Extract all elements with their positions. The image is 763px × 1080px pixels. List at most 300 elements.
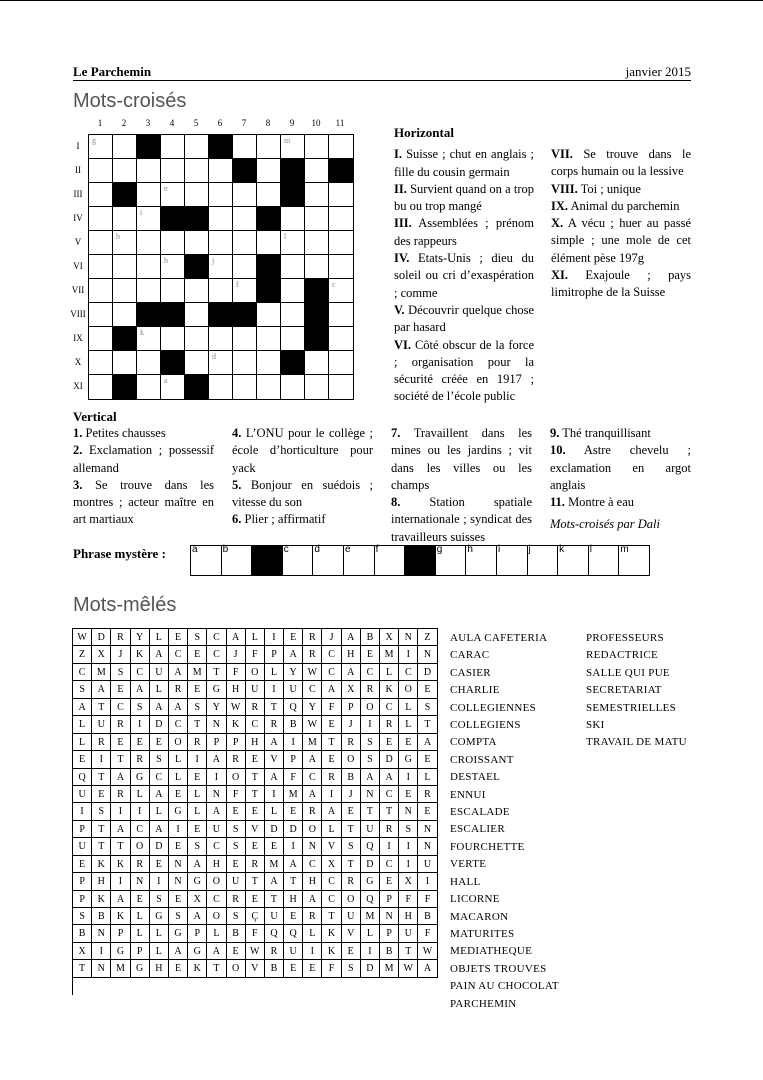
wordsearch-cell[interactable]: O [227, 769, 246, 786]
wordsearch-cell[interactable]: L [188, 786, 207, 803]
grid-cell[interactable] [113, 279, 137, 303]
grid-cell[interactable] [89, 135, 113, 159]
wordsearch-cell[interactable]: N [380, 908, 399, 925]
wordsearch-cell[interactable]: C [322, 873, 341, 890]
wordsearch-cell[interactable]: G [169, 803, 188, 820]
wordsearch-cell[interactable]: R [380, 716, 399, 733]
wordsearch-cell[interactable]: N [303, 838, 322, 855]
wordsearch-cell[interactable]: E [342, 943, 361, 960]
wordsearch-cell[interactable]: A [303, 891, 322, 908]
wordsearch-cell[interactable]: E [111, 734, 130, 751]
wordsearch-cell[interactable]: R [303, 803, 322, 820]
wordsearch-cell[interactable]: K [188, 960, 207, 977]
wordsearch-cell[interactable]: E [265, 838, 284, 855]
wordsearch-cell[interactable]: I [418, 873, 437, 890]
wordsearch-cell[interactable]: S [418, 699, 437, 716]
grid-cell[interactable] [281, 135, 305, 159]
wordsearch-cell[interactable]: S [188, 699, 207, 716]
wordsearch-cell[interactable]: L [73, 716, 92, 733]
wordsearch-cell[interactable]: J [342, 716, 361, 733]
grid-cell[interactable] [89, 327, 113, 351]
grid-cell[interactable] [305, 375, 329, 399]
wordsearch-cell[interactable]: B [361, 629, 380, 646]
wordsearch-cell[interactable]: Z [418, 629, 437, 646]
wordsearch-cell[interactable]: Q [73, 769, 92, 786]
wordsearch-cell[interactable]: I [73, 803, 92, 820]
wordsearch-cell[interactable]: B [284, 716, 303, 733]
wordsearch-cell[interactable]: I [265, 629, 284, 646]
wordsearch-cell[interactable]: S [361, 751, 380, 768]
grid-cell[interactable] [305, 255, 329, 279]
grid-cell[interactable] [281, 303, 305, 327]
wordsearch-cell[interactable]: O [246, 664, 265, 681]
wordsearch-cell[interactable]: I [361, 716, 380, 733]
grid-cell[interactable] [113, 231, 137, 255]
wordsearch-cell[interactable]: R [265, 943, 284, 960]
wordsearch-cell[interactable]: X [322, 856, 341, 873]
wordsearch-cell[interactable]: L [150, 629, 169, 646]
wordsearch-cell[interactable]: N [418, 838, 437, 855]
grid-cell[interactable] [329, 303, 353, 327]
wordsearch-cell[interactable]: C [111, 699, 130, 716]
grid-cell[interactable] [209, 351, 233, 375]
wordsearch-cell[interactable]: L [246, 629, 265, 646]
wordsearch-cell[interactable]: A [227, 629, 246, 646]
wordsearch-cell[interactable]: H [150, 960, 169, 977]
grid-cell[interactable] [329, 327, 353, 351]
wordsearch-cell[interactable]: H [227, 681, 246, 698]
grid-cell[interactable] [329, 135, 353, 159]
wordsearch-cell[interactable]: E [73, 751, 92, 768]
wordsearch-cell[interactable]: X [380, 629, 399, 646]
grid-cell[interactable] [233, 135, 257, 159]
wordsearch-cell[interactable]: E [169, 629, 188, 646]
wordsearch-cell[interactable]: E [246, 751, 265, 768]
wordsearch-cell[interactable]: Y [131, 629, 150, 646]
wordsearch-cell[interactable]: M [92, 664, 111, 681]
wordsearch-cell[interactable]: A [418, 960, 437, 977]
wordsearch-cell[interactable]: C [361, 664, 380, 681]
wordsearch-cell[interactable]: C [322, 664, 341, 681]
grid-cell[interactable] [233, 255, 257, 279]
wordsearch-cell[interactable]: B [265, 960, 284, 977]
wordsearch-cell[interactable]: N [399, 629, 418, 646]
wordsearch-cell[interactable]: K [111, 856, 130, 873]
wordsearch-cell[interactable]: E [169, 786, 188, 803]
wordsearch-cell[interactable]: E [246, 838, 265, 855]
wordsearch-cell[interactable]: H [303, 873, 322, 890]
wordsearch-cell[interactable]: K [227, 716, 246, 733]
wordsearch-cell[interactable]: R [361, 681, 380, 698]
wordsearch-cell[interactable]: N [169, 856, 188, 873]
wordsearch-cell[interactable]: R [111, 716, 130, 733]
wordsearch-cell[interactable]: Q [265, 925, 284, 942]
wordsearch-cell[interactable]: C [169, 716, 188, 733]
wordsearch-cell[interactable]: T [361, 803, 380, 820]
wordsearch-cell[interactable]: L [150, 943, 169, 960]
wordsearch-cell[interactable]: R [246, 856, 265, 873]
wordsearch-cell[interactable]: C [246, 716, 265, 733]
phrase-box[interactable] [497, 546, 528, 576]
wordsearch-cell[interactable]: R [303, 646, 322, 663]
grid-cell[interactable] [257, 231, 281, 255]
wordsearch-cell[interactable]: C [399, 664, 418, 681]
wordsearch-cell[interactable]: T [322, 734, 341, 751]
grid-cell[interactable] [305, 207, 329, 231]
wordsearch-cell[interactable]: E [399, 786, 418, 803]
wordsearch-cell[interactable]: H [284, 891, 303, 908]
wordsearch-cell[interactable]: A [207, 751, 226, 768]
wordsearch-cell[interactable]: A [322, 681, 341, 698]
wordsearch-cell[interactable]: C [322, 646, 341, 663]
wordsearch-cell[interactable]: E [342, 803, 361, 820]
phrase-box[interactable] [344, 546, 375, 576]
grid-cell[interactable] [257, 375, 281, 399]
wordsearch-cell[interactable]: I [131, 716, 150, 733]
wordsearch-cell[interactable]: K [92, 856, 111, 873]
wordsearch-cell[interactable]: I [188, 751, 207, 768]
wordsearch-cell[interactable]: O [207, 908, 226, 925]
wordsearch-cell[interactable]: I [169, 821, 188, 838]
wordsearch-cell[interactable]: B [227, 925, 246, 942]
wordsearch-cell[interactable]: A [150, 821, 169, 838]
wordsearch-cell[interactable]: S [150, 751, 169, 768]
wordsearch-cell[interactable]: E [73, 856, 92, 873]
wordsearch-cell[interactable]: I [92, 943, 111, 960]
wordsearch-cell[interactable]: I [361, 943, 380, 960]
phrase-box[interactable] [466, 546, 497, 576]
wordsearch-cell[interactable]: S [111, 664, 130, 681]
wordsearch-cell[interactable]: O [169, 734, 188, 751]
wordsearch-cell[interactable]: R [303, 908, 322, 925]
wordsearch-cell[interactable]: H [92, 873, 111, 890]
wordsearch-cell[interactable]: D [265, 821, 284, 838]
grid-cell[interactable] [185, 351, 209, 375]
wordsearch-cell[interactable]: I [92, 751, 111, 768]
wordsearch-cell[interactable]: L [322, 821, 341, 838]
wordsearch-cell[interactable]: L [169, 769, 188, 786]
grid-cell[interactable] [233, 231, 257, 255]
wordsearch-cell[interactable]: A [342, 629, 361, 646]
wordsearch-cell[interactable]: V [265, 751, 284, 768]
wordsearch-cell[interactable]: S [342, 960, 361, 977]
grid-cell[interactable] [89, 375, 113, 399]
wordsearch-cell[interactable]: E [399, 734, 418, 751]
wordsearch-cell[interactable]: A [342, 664, 361, 681]
grid-cell[interactable] [209, 159, 233, 183]
wordsearch-cell[interactable]: R [322, 769, 341, 786]
wordsearch-cell[interactable]: F [227, 664, 246, 681]
wordsearch-cell[interactable]: A [169, 943, 188, 960]
grid-cell[interactable] [257, 159, 281, 183]
wordsearch-cell[interactable]: T [207, 664, 226, 681]
wordsearch-cell[interactable]: Z [73, 646, 92, 663]
wordsearch-cell[interactable]: O [361, 699, 380, 716]
wordsearch-cell[interactable]: A [322, 803, 341, 820]
wordsearch-cell[interactable]: T [111, 838, 130, 855]
wordsearch-cell[interactable]: U [361, 821, 380, 838]
wordsearch-cell[interactable]: E [418, 681, 437, 698]
wordsearch-cell[interactable]: C [207, 891, 226, 908]
grid-cell[interactable] [257, 351, 281, 375]
wordsearch-cell[interactable]: V [246, 821, 265, 838]
wordsearch-cell[interactable]: A [361, 769, 380, 786]
wordsearch-cell[interactable]: U [246, 681, 265, 698]
wordsearch-cell[interactable]: C [207, 838, 226, 855]
grid-cell[interactable] [161, 375, 185, 399]
wordsearch-cell[interactable]: R [380, 821, 399, 838]
wordsearch-cell[interactable]: R [131, 751, 150, 768]
wordsearch-cell[interactable]: O [207, 873, 226, 890]
wordsearch-cell[interactable]: U [73, 838, 92, 855]
wordsearch-cell[interactable]: O [342, 751, 361, 768]
wordsearch-cell[interactable]: W [246, 943, 265, 960]
wordsearch-cell[interactable]: T [188, 716, 207, 733]
wordsearch-cell[interactable]: I [322, 786, 341, 803]
wordsearch-cell[interactable]: P [73, 821, 92, 838]
wordsearch-cell[interactable]: E [418, 751, 437, 768]
wordsearch-cell[interactable]: A [150, 646, 169, 663]
wordsearch-cell[interactable]: R [111, 786, 130, 803]
grid-cell[interactable] [161, 231, 185, 255]
wordsearch-cell[interactable]: J [111, 646, 130, 663]
wordsearch-cell[interactable]: P [207, 734, 226, 751]
wordsearch-cell[interactable]: T [284, 873, 303, 890]
wordsearch-cell[interactable]: S [92, 803, 111, 820]
grid-cell[interactable] [305, 159, 329, 183]
grid-cell[interactable] [281, 255, 305, 279]
wordsearch-cell[interactable]: P [73, 891, 92, 908]
grid-cell[interactable] [281, 327, 305, 351]
grid-cell[interactable] [233, 279, 257, 303]
wordsearch-cell[interactable]: B [380, 943, 399, 960]
wordsearch-cell[interactable]: H [246, 734, 265, 751]
wordsearch-cell[interactable]: A [131, 681, 150, 698]
wordsearch-cell[interactable]: H [342, 646, 361, 663]
wordsearch-cell[interactable]: C [207, 629, 226, 646]
wordsearch-cell[interactable]: S [342, 838, 361, 855]
wordsearch-cell[interactable]: L [188, 803, 207, 820]
wordsearch-cell[interactable]: E [380, 873, 399, 890]
grid-cell[interactable] [329, 207, 353, 231]
wordsearch-cell[interactable]: N [418, 821, 437, 838]
wordsearch-cell[interactable]: A [150, 699, 169, 716]
wordsearch-cell[interactable]: H [207, 856, 226, 873]
wordsearch-cell[interactable]: E [188, 646, 207, 663]
wordsearch-cell[interactable]: M [380, 960, 399, 977]
wordsearch-cell[interactable]: L [207, 925, 226, 942]
wordsearch-cell[interactable]: S [227, 838, 246, 855]
wordsearch-cell[interactable]: S [169, 908, 188, 925]
phrase-box[interactable] [528, 546, 559, 576]
wordsearch-cell[interactable]: P [111, 925, 130, 942]
wordsearch-cell[interactable]: A [265, 769, 284, 786]
wordsearch-cell[interactable]: U [342, 908, 361, 925]
grid-cell[interactable] [185, 327, 209, 351]
grid-cell[interactable] [185, 279, 209, 303]
grid-cell[interactable] [233, 207, 257, 231]
wordsearch-cell[interactable]: E [150, 734, 169, 751]
wordsearch-cell[interactable]: D [380, 751, 399, 768]
wordsearch-cell[interactable]: R [169, 681, 188, 698]
wordsearch-cell[interactable]: D [418, 664, 437, 681]
wordsearch-cell[interactable]: U [265, 908, 284, 925]
wordsearch-cell[interactable]: X [73, 943, 92, 960]
grid-cell[interactable] [137, 183, 161, 207]
wordsearch-cell[interactable]: A [111, 821, 130, 838]
wordsearch-cell[interactable]: E [303, 960, 322, 977]
wordsearch-cell[interactable]: A [150, 786, 169, 803]
phrase-box[interactable] [191, 546, 222, 576]
wordsearch-cell[interactable]: C [169, 646, 188, 663]
wordsearch-cell[interactable]: C [303, 856, 322, 873]
grid-cell[interactable] [89, 231, 113, 255]
wordsearch-cell[interactable]: H [399, 908, 418, 925]
wordsearch-cell[interactable]: B [73, 925, 92, 942]
wordsearch-cell[interactable]: K [322, 925, 341, 942]
grid-cell[interactable] [137, 279, 161, 303]
wordsearch-cell[interactable]: T [73, 960, 92, 977]
wordsearch-cell[interactable]: F [284, 769, 303, 786]
wordsearch-cell[interactable]: G [188, 873, 207, 890]
wordsearch-cell[interactable]: D [361, 856, 380, 873]
wordsearch-cell[interactable]: E [188, 821, 207, 838]
wordsearch-cell[interactable]: K [322, 943, 341, 960]
wordsearch-cell[interactable]: P [188, 925, 207, 942]
grid-cell[interactable] [113, 303, 137, 327]
wordsearch-cell[interactable]: K [92, 891, 111, 908]
wordsearch-cell[interactable]: V [322, 838, 341, 855]
wordsearch-cell[interactable]: E [227, 856, 246, 873]
wordsearch-cell[interactable]: D [150, 838, 169, 855]
wordsearch-cell[interactable]: A [169, 664, 188, 681]
wordsearch-cell[interactable]: E [246, 803, 265, 820]
grid-cell[interactable] [209, 375, 233, 399]
wordsearch-cell[interactable]: T [322, 908, 341, 925]
grid-cell[interactable] [113, 159, 137, 183]
wordsearch-cell[interactable]: J [322, 629, 341, 646]
wordsearch-cell[interactable]: T [207, 960, 226, 977]
grid-cell[interactable] [329, 375, 353, 399]
wordsearch-cell[interactable]: I [399, 769, 418, 786]
wordsearch-cell[interactable]: C [322, 891, 341, 908]
grid-cell[interactable] [209, 231, 233, 255]
wordsearch-cell[interactable]: A [188, 908, 207, 925]
wordsearch-cell[interactable]: U [207, 821, 226, 838]
wordsearch-cell[interactable]: U [284, 681, 303, 698]
grid-cell[interactable] [329, 279, 353, 303]
grid-cell[interactable] [233, 183, 257, 207]
grid-cell[interactable] [137, 327, 161, 351]
wordsearch-cell[interactable]: P [265, 646, 284, 663]
grid-cell[interactable] [137, 255, 161, 279]
wordsearch-cell[interactable]: U [150, 664, 169, 681]
grid-cell[interactable] [185, 183, 209, 207]
grid-cell[interactable] [185, 231, 209, 255]
wordsearch-cell[interactable]: L [399, 699, 418, 716]
wordsearch-cell[interactable]: U [227, 873, 246, 890]
wordsearch-cell[interactable]: E [150, 856, 169, 873]
wordsearch-cell[interactable]: L [265, 664, 284, 681]
grid-cell[interactable] [305, 183, 329, 207]
wordsearch-cell[interactable]: M [361, 908, 380, 925]
wordsearch-cell[interactable]: I [265, 786, 284, 803]
wordsearch-cell[interactable]: O [227, 960, 246, 977]
wordsearch-cell[interactable]: K [380, 681, 399, 698]
wordsearch-cell[interactable]: I [284, 734, 303, 751]
wordsearch-cell[interactable]: T [92, 769, 111, 786]
wordsearch-cell[interactable]: F [246, 925, 265, 942]
wordsearch-cell[interactable]: L [150, 803, 169, 820]
wordsearch-cell[interactable]: N [418, 646, 437, 663]
wordsearch-cell[interactable]: E [131, 891, 150, 908]
wordsearch-cell[interactable]: C [303, 681, 322, 698]
grid-cell[interactable] [89, 159, 113, 183]
grid-cell[interactable] [161, 255, 185, 279]
wordsearch-cell[interactable]: E [111, 681, 130, 698]
wordsearch-cell[interactable]: P [131, 943, 150, 960]
wordsearch-cell[interactable]: K [131, 646, 150, 663]
wordsearch-cell[interactable]: T [342, 821, 361, 838]
phrase-box[interactable] [589, 546, 620, 576]
wordsearch-cell[interactable]: U [284, 943, 303, 960]
wordsearch-cell[interactable]: R [246, 699, 265, 716]
grid-cell[interactable] [185, 303, 209, 327]
wordsearch-cell[interactable]: I [399, 856, 418, 873]
wordsearch-cell[interactable]: W [303, 716, 322, 733]
grid-cell[interactable] [161, 183, 185, 207]
grid-cell[interactable] [137, 375, 161, 399]
phrase-box[interactable] [313, 546, 344, 576]
wordsearch-cell[interactable]: S [188, 838, 207, 855]
grid-cell[interactable] [257, 183, 281, 207]
grid-cell[interactable] [137, 207, 161, 231]
wordsearch-cell[interactable]: N [131, 873, 150, 890]
wordsearch-cell[interactable]: X [92, 646, 111, 663]
wordsearch-cell[interactable]: A [111, 769, 130, 786]
wordsearch-cell[interactable]: X [342, 681, 361, 698]
wordsearch-cell[interactable]: I [303, 943, 322, 960]
wordsearch-cell[interactable]: U [399, 925, 418, 942]
grid-cell[interactable] [185, 159, 209, 183]
wordsearch-cell[interactable]: E [284, 960, 303, 977]
wordsearch-cell[interactable]: E [169, 891, 188, 908]
wordsearch-cell[interactable]: R [418, 786, 437, 803]
wordsearch-cell[interactable]: A [284, 856, 303, 873]
wordsearch-cell[interactable]: T [246, 786, 265, 803]
grid-cell[interactable] [257, 303, 281, 327]
wordsearch-cell[interactable]: G [131, 769, 150, 786]
wordsearch-cell[interactable]: F [418, 925, 437, 942]
wordsearch-cell[interactable]: O [131, 838, 150, 855]
wordsearch-cell[interactable]: M [380, 646, 399, 663]
wordsearch-cell[interactable]: P [73, 873, 92, 890]
wordsearch-cell[interactable]: G [361, 873, 380, 890]
wordsearch-cell[interactable]: D [92, 629, 111, 646]
wordsearch-cell[interactable]: Ç [246, 908, 265, 925]
wordsearch-cell[interactable]: C [150, 769, 169, 786]
grid-cell[interactable] [281, 279, 305, 303]
phrase-box[interactable] [283, 546, 314, 576]
grid-cell[interactable] [137, 159, 161, 183]
wordsearch-cell[interactable]: V [246, 960, 265, 977]
wordsearch-cell[interactable]: A [303, 751, 322, 768]
wordsearch-cell[interactable]: I [131, 803, 150, 820]
wordsearch-cell[interactable]: B [342, 769, 361, 786]
wordsearch-cell[interactable]: M [188, 664, 207, 681]
wordsearch-cell[interactable]: U [73, 786, 92, 803]
grid-cell[interactable] [137, 231, 161, 255]
